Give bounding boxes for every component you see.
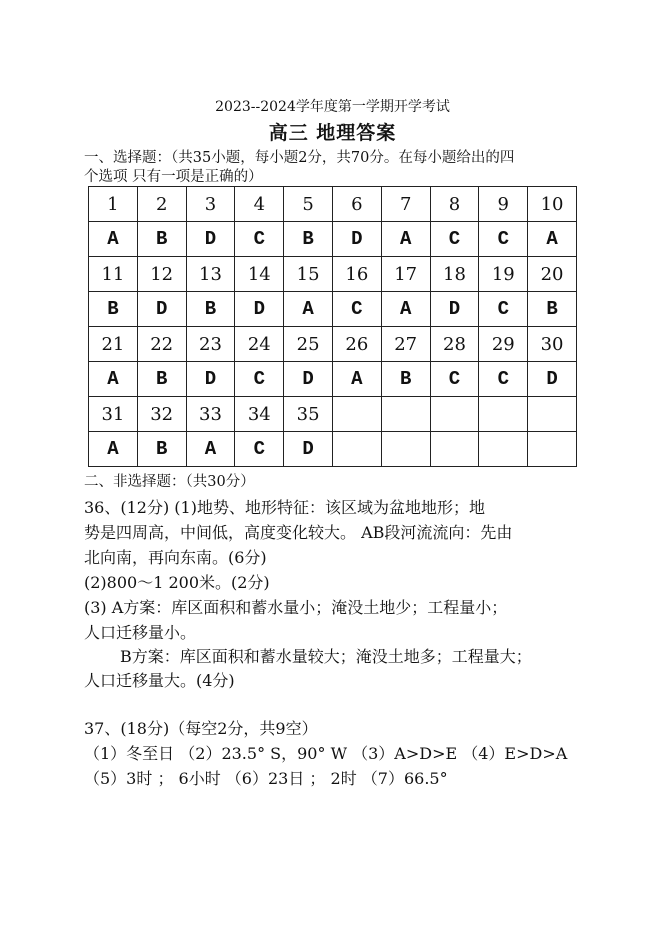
answer-cell: C (235, 432, 284, 467)
answer-cell (528, 432, 577, 467)
answer-cell: D (137, 292, 186, 327)
answer-cell: D (430, 292, 479, 327)
question-number-cell: 6 (332, 187, 381, 222)
q37-line: 37、(18分)（每空2分，共9空） (84, 719, 318, 738)
answer-cell: B (89, 292, 138, 327)
question-number-cell: 25 (284, 327, 333, 362)
answer-cell: A (89, 222, 138, 257)
answer-cell: A (332, 362, 381, 397)
answer-cell: A (89, 432, 138, 467)
q37-line: （5）3时 ； 6小时 （6）23日 ； 2时 （7）66.5° (84, 769, 448, 788)
question-number-cell: 21 (89, 327, 138, 362)
question-number-cell: 11 (89, 257, 138, 292)
question-number-cell: 3 (186, 187, 235, 222)
question-number-cell: 18 (430, 257, 479, 292)
answer-cell: C (235, 362, 284, 397)
answer-title: 高三 地理答案 (268, 122, 397, 144)
question-number-cell: 32 (137, 397, 186, 432)
question-number-cell: 17 (381, 257, 430, 292)
question-number-cell: 15 (284, 257, 333, 292)
answer-cell (332, 432, 381, 467)
answer-row (89, 362, 577, 397)
answer-cell (381, 432, 430, 467)
question-number-cell: 28 (430, 327, 479, 362)
answer-cell: C (430, 362, 479, 397)
answer-cell: A (381, 292, 430, 327)
answer-cell (430, 432, 479, 467)
answer-cell: D (284, 362, 333, 397)
question-number-cell: 27 (381, 327, 430, 362)
question-number-cell: 7 (381, 187, 430, 222)
answer-cell: C (479, 362, 528, 397)
question-number-cell: 30 (528, 327, 577, 362)
answer-cell: A (89, 362, 138, 397)
question-number-cell: 8 (430, 187, 479, 222)
question-number-cell: 19 (479, 257, 528, 292)
answer-cell (479, 432, 528, 467)
question-number-cell (528, 397, 577, 432)
question-number-row (89, 257, 577, 292)
question-number-cell: 1 (89, 187, 138, 222)
answer-cell: D (186, 362, 235, 397)
question-number-cell: 10 (528, 187, 577, 222)
question-number-cell: 34 (235, 397, 284, 432)
question-number-row (89, 327, 577, 362)
q36-line: 北向南，再向东南。(6分) (84, 548, 267, 567)
answer-row (89, 292, 577, 327)
question-number-cell: 23 (186, 327, 235, 362)
q36-line: 势是四周高，中间低，高度变化较大。 AB段河流流向：先由 (84, 523, 513, 542)
q36-line: 人口迁移量大。(4分) (84, 671, 235, 690)
answer-cell: C (479, 292, 528, 327)
question-number-row (89, 397, 577, 432)
answer-cell: C (479, 222, 528, 257)
q36-line: 人口迁移量小。 (84, 623, 197, 642)
section1-instructions-line2: 个选项 只有一项是正确的） (84, 169, 263, 185)
question-number-cell: 9 (479, 187, 528, 222)
question-number-cell: 12 (137, 257, 186, 292)
question-number-cell (430, 397, 479, 432)
answer-row (89, 222, 577, 257)
question-number-cell: 24 (235, 327, 284, 362)
question-number-cell: 22 (137, 327, 186, 362)
exam-title: 2023--2024学年度第一学期开学考试 (215, 99, 450, 115)
question-number-cell: 4 (235, 187, 284, 222)
answer-cell: C (430, 222, 479, 257)
question-number-cell: 33 (186, 397, 235, 432)
answer-cell: A (528, 222, 577, 257)
answer-cell: B (528, 292, 577, 327)
question-number-cell: 16 (332, 257, 381, 292)
answer-cell: B (137, 222, 186, 257)
answer-cell: A (284, 292, 333, 327)
answer-cell: A (186, 432, 235, 467)
question-number-cell (479, 397, 528, 432)
question-number-cell (381, 397, 430, 432)
answer-cell: D (186, 222, 235, 257)
section1-instructions-line1: 一、选择题：（共35小题，每小题2分，共70分。在每小题给出的四 (84, 150, 515, 166)
question-number-cell: 29 (479, 327, 528, 362)
answer-cell: B (381, 362, 430, 397)
answer-cell: B (137, 362, 186, 397)
question-number-cell: 35 (284, 397, 333, 432)
answer-cell: D (528, 362, 577, 397)
question-number-cell: 26 (332, 327, 381, 362)
q36-line: B方案：库区面积和蓄水量较大；淹没土地多；工程量大； (120, 647, 532, 666)
answer-cell: C (235, 222, 284, 257)
question-number-row (89, 187, 577, 222)
answer-cell: D (284, 432, 333, 467)
answer-cell: C (332, 292, 381, 327)
q36-line: (2)800～1 200米。(2分) (84, 573, 270, 592)
q36-line: (3) A方案：库区面积和蓄水量小；淹没土地少；工程量小； (84, 598, 508, 617)
question-number-cell (332, 397, 381, 432)
answer-cell: D (235, 292, 284, 327)
question-number-cell: 2 (137, 187, 186, 222)
question-number-cell: 31 (89, 397, 138, 432)
q36-line: 36、(12分) (1)地势、地形特征：该区域为盆地地形；地 (84, 498, 485, 517)
answer-cell: B (284, 222, 333, 257)
question-number-cell: 14 (235, 257, 284, 292)
answer-row (89, 432, 577, 467)
question-number-cell: 13 (186, 257, 235, 292)
answer-cell: A (381, 222, 430, 257)
section2-heading: 二、非选择题：（共30分） (84, 474, 255, 490)
answer-table (88, 186, 577, 467)
q37-line: （1）冬至日 （2）23.5° S，90° W （3）A>D>E （4）E>D>A (84, 744, 568, 763)
question-number-cell: 5 (284, 187, 333, 222)
question-number-cell: 20 (528, 257, 577, 292)
answer-cell: B (137, 432, 186, 467)
answer-cell: D (332, 222, 381, 257)
answer-cell: B (186, 292, 235, 327)
